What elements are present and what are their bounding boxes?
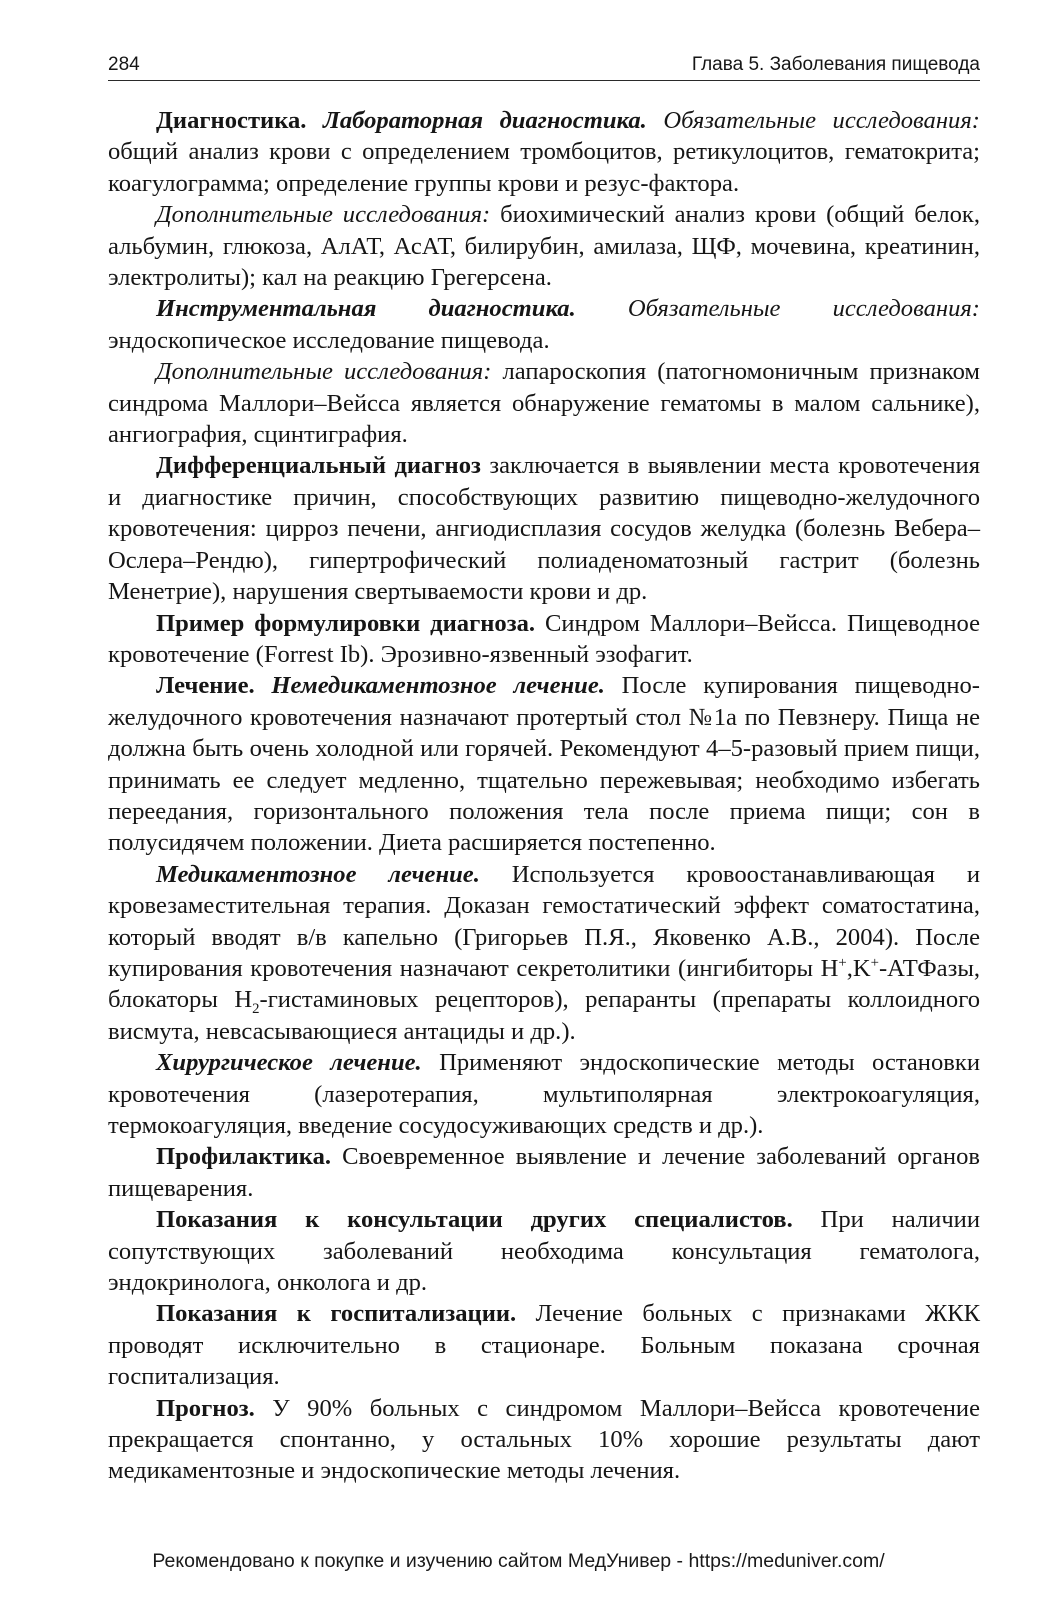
- paragraph: [108, 105, 980, 199]
- text-run: [647, 107, 664, 134]
- text-run: заключается в выявлении места кровотечения и диагностике причин, способствующих развитию пищеводно-желудочного кровотечения: цирроз печени, ангиодисплазия сосудов желудка (болезнь Вебера–Ослера–Рендю), гипертрофический полиаденоматозный гастрит (болезнь Менетрие), нарушения свертываемости крови и др.: [108, 452, 981, 606]
- paragraph: [108, 1298, 980, 1392]
- text-run: 2: [252, 1001, 260, 1018]
- heading-run: Показания к госпитализации.: [156, 1300, 517, 1328]
- paragraph: [108, 356, 980, 450]
- paragraph: [108, 1204, 980, 1298]
- heading-run: Лабораторная диагностика.: [323, 107, 647, 134]
- heading-run: Немедикаментозное лечение.: [271, 672, 605, 700]
- text-run: Дополнительные исследования:: [156, 201, 491, 229]
- paragraph: [108, 450, 980, 607]
- paragraph: [108, 670, 980, 858]
- heading-run: Инструментальная диагностика.: [156, 295, 576, 323]
- text-run: биохимический анализ крови (общий белок, альбумин, глюкоза, АлАТ, АсАТ, билирубин, амилаза, ЩФ, мочевина, креатинин, электролиты); кал на реакцию Грегерсена.: [108, 201, 980, 292]
- paragraph: [108, 1141, 980, 1204]
- text-run: Синдром Маллори–Вейсса. Пищеводное кровотечение (Forrest Ib). Эрозивно-язвенный эзофагит.: [108, 609, 980, 668]
- chapter-title: Глава 5. Заболевания пищевода: [691, 54, 980, 75]
- text-run: общий анализ крови с определением тромбоцитов, ретикулоцитов, гематокрита; коагулограмма; определение группы крови и резус-фактора.: [108, 138, 980, 197]
- paragraph: [108, 608, 980, 671]
- text-run: Используется кровоостанавливающая и кровезаместительная терапия. Доказан гемостатический эффект соматостатина, который вводят в/в капельно (Григорьев П.Я., Яковенко А.В., 2004). После купирования кровотечения назначают секретолитики (ингибиторы H: [108, 860, 981, 982]
- text-run: +: [838, 954, 847, 971]
- heading-run: Медикаментозное лечение.: [156, 860, 480, 888]
- heading-run: Лечение.: [156, 672, 272, 700]
- book-page: [108, 50, 980, 1487]
- body-text: [108, 105, 980, 1487]
- heading-run: Прогноз.: [156, 1394, 255, 1422]
- paragraph: [108, 293, 980, 356]
- heading-run: Дифференциальный диагноз: [156, 452, 481, 480]
- text-run: ,K: [846, 954, 871, 982]
- text-run: У 90% больных с синдромом Маллори–Вейсса кровотечение прекращается спонтанно, у остальных 10% хорошие результаты дают медикаментозные и эндоскопические методы лечения.: [108, 1394, 980, 1485]
- text-run: Обязательные исследования:: [663, 107, 980, 134]
- text-run: Обязательные исследования:: [627, 295, 980, 323]
- text-run: [576, 295, 628, 322]
- paragraph: [108, 199, 980, 293]
- text-run: -АТФазы, блокаторы H: [108, 954, 980, 1014]
- page-number: 284: [108, 54, 140, 75]
- heading-run: Диагностика.: [156, 107, 323, 134]
- text-run: лапароскопия (патогномоничным признаком синдрома Маллори–Вейсса является обнаружение гематомы в малом сальнике), ангиография, сцинтиграфия.: [108, 358, 980, 449]
- running-header: [108, 50, 980, 81]
- heading-run: Показания к консультации других специалистов.: [156, 1206, 793, 1234]
- text-run: Своевременное выявление и лечение заболеваний органов пищеварения.: [108, 1143, 980, 1202]
- text-run: Применяют эндоскопические методы остановки кровотечения (лазеротерапия, мультиполярная электрокоагуляция, термокоагуляция, введение сосудосуживающих средств и др.).: [108, 1049, 980, 1139]
- heading-run: Хирургическое лечение.: [156, 1049, 422, 1077]
- footer-watermark: Рекомендовано к покупке и изучению сайтом МедУнивер - https://meduniver.com/: [152, 1550, 885, 1572]
- heading-run: Пример формулировки диагноза.: [156, 609, 536, 637]
- text-run: Дополнительные исследования:: [156, 358, 492, 386]
- text-run: -гистаминовых рецепторов), репаранты (препараты коллоидного висмута, невсасывающиеся антациды и др.).: [108, 986, 981, 1045]
- text-run: При наличии сопутствующих заболеваний необходима консультация гематолога, эндокринолога, онколога и др.: [108, 1206, 981, 1297]
- text-run: После купирования пищеводно-желудочного кровотечения назначают протертый стол №1а по Певзнеру. Пища не должна быть очень холодной или горячей. Рекомендуют 4–5-разовый прием пищи, принимать ее следует медленно, тщательно пережевывая; необходимо избегать переедания, горизонтального положения тела после приема пищи; сон в полусидячем положении. Диета расширяется постепенно.: [108, 672, 980, 857]
- paragraph: [108, 1393, 980, 1487]
- paragraph: [108, 859, 980, 1047]
- text-run: Лечение больных с признаками ЖКК проводят исключительно в стационаре. Больным показана срочная госпитализация.: [108, 1300, 980, 1391]
- paragraph: [108, 1047, 980, 1141]
- heading-run: Профилактика.: [156, 1143, 332, 1171]
- text-run: +: [870, 954, 879, 971]
- text-run: эндоскопическое исследование пищевода.: [108, 326, 550, 354]
